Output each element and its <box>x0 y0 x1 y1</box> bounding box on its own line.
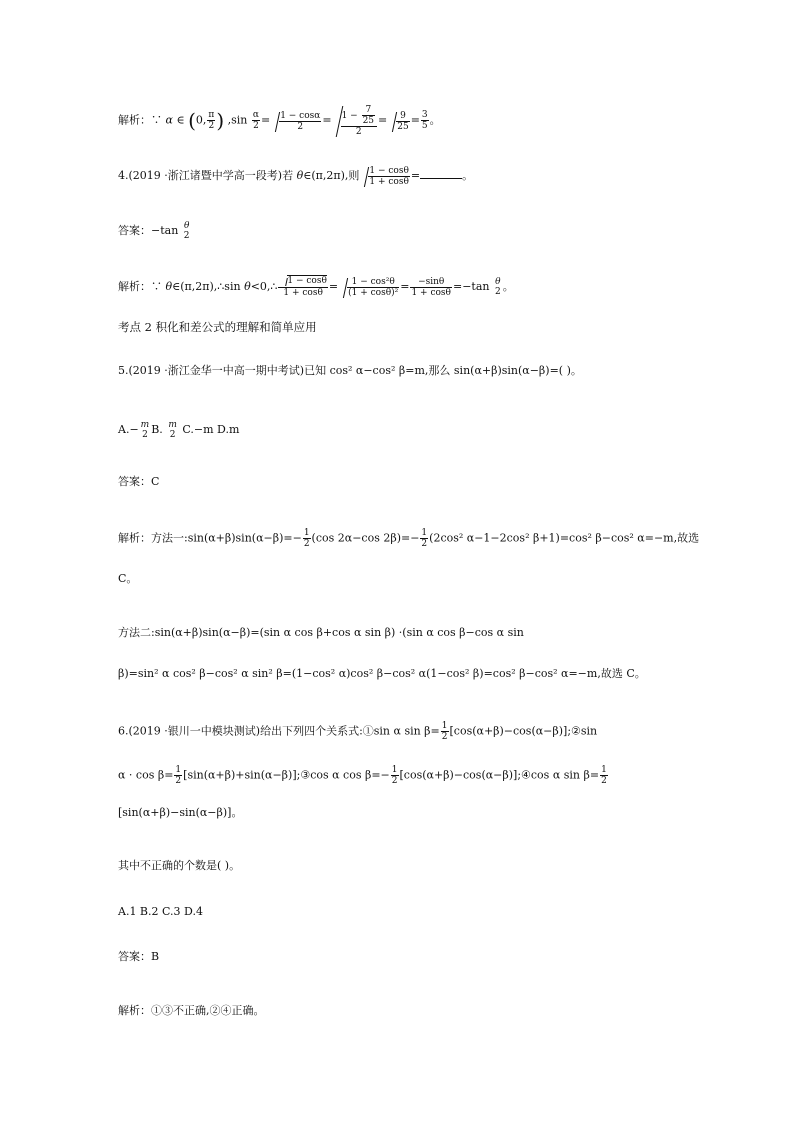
theta-half: θ 2 <box>494 277 501 297</box>
q5-stem <box>118 364 582 378</box>
q5-answer <box>118 475 159 489</box>
alpha-symbol: α <box>165 113 173 127</box>
q6-part-2c: [cos(α+β)−cos(α−β)];④cos α sin β= <box>399 768 600 782</box>
q5-target-expr: sin(α+β)sin(α−β)=( )。 <box>453 364 582 377</box>
equals: = <box>410 169 421 182</box>
interval-start: 0, <box>195 113 207 127</box>
left-paren: ( <box>188 108 196 133</box>
answer-blank <box>420 168 462 179</box>
q6-part-1b: [cos(α+β)−cos(α−β)];②sin <box>449 724 598 738</box>
q6-line2 <box>118 765 609 786</box>
options-c-d: C.−m D.m <box>182 423 240 436</box>
m-half: m 2 <box>168 420 177 440</box>
sqrt-2: 1 − $\frac{7}{25}$ 2 <box>332 104 378 137</box>
q3-analysis <box>118 104 441 137</box>
equals: = <box>452 280 463 293</box>
sin-text: ,sin <box>227 113 248 127</box>
answer-text: C <box>151 475 160 488</box>
one-half: $\frac{1}{2}$ <box>175 765 182 786</box>
sqrt-1: $\frac{1 - \cos\alpha}{2}$ <box>270 110 322 132</box>
q3-analysis-prefix: 解析：∵ <box>118 113 162 127</box>
q4-analysis <box>118 276 514 298</box>
equals: = <box>378 113 388 127</box>
equals: = <box>322 113 332 127</box>
analysis-label: 解析：∵ <box>118 280 162 293</box>
in-symbol: ∈ <box>176 113 185 127</box>
sqrt-expr: $\frac{\text{1 − cos²θ}}{\text{(1 + cosθ)²}}$ <box>338 276 400 298</box>
theta-symbol: θ <box>296 169 304 182</box>
q5-given-expr: cos² α−cos² β=m, <box>329 364 429 377</box>
q4-stem <box>118 165 473 187</box>
q6-options: A.1 B.2 C.3 D.4 <box>118 905 203 918</box>
section-title: 考点 2 积化和差公式的理解和简单应用 <box>118 320 317 334</box>
q4-answer <box>118 221 192 241</box>
q4-stem-prefix: 4.(2019 ·浙江诸暨中学高一段考)若 <box>118 169 294 182</box>
answer-label: 答案： <box>118 475 151 488</box>
equals: = <box>410 113 420 127</box>
q5-stem-text: 5.(2019 ·浙江金华一中高一期中考试)已知 <box>118 364 327 377</box>
q6-answer <box>118 950 159 964</box>
one-half: $\frac{1}{2}$ <box>601 765 607 786</box>
answer-label: 答案： <box>118 950 151 963</box>
one-half: $\frac{1}{2}$ <box>391 765 398 786</box>
q6-part-2b: [sin(α+β)+sin(α−β)];③cos α cos β=− <box>183 768 390 782</box>
neg-sin-frac: $\frac{-\sin\theta}{1 + \cos\theta}$ <box>411 276 451 298</box>
theta-half: θ 2 <box>183 221 190 241</box>
q5-options <box>118 420 239 440</box>
frac-sqrt-over: $\frac{1 - \cos\theta}{1 + \cos\theta}$ <box>278 276 328 298</box>
answer-text: −tan <box>151 224 179 237</box>
three-fifths: $\frac{3}{5}$ <box>421 110 428 131</box>
pi-half-fraction: $\frac{\pi}{2}$ <box>208 110 215 131</box>
q6-analysis: 解析：①③不正确,②④正确。 <box>118 1004 265 1017</box>
equals: = <box>400 280 410 293</box>
analysis-lt0: <0,∴ <box>250 280 278 293</box>
equals: = <box>328 280 339 293</box>
theta-symbol: θ <box>165 280 173 293</box>
method1-part-b: (cos 2α−cos 2β)=− <box>311 531 420 545</box>
q4-sqrt: $\frac{1 - \cos\theta}{1 + \cos\theta}$ <box>359 165 411 187</box>
q4-interval: ∈(π,2π),则 <box>303 169 360 182</box>
m-half: m 2 <box>140 420 150 440</box>
alpha-half-fraction: $\frac{\alpha}{2}$ <box>252 110 259 131</box>
option-a: A.− <box>118 423 139 436</box>
method1-part-a: 解析：方法一:sin(α+β)sin(α−β)=− <box>118 531 302 545</box>
q5-then: 那么 <box>428 364 451 377</box>
q5-method2-line2: β)=sin² α cos² β−cos² α sin² β=(1−cos² α)cos² β−cos² α(1−cos² β)=cos² β−cos² α=−m,故选 C。 <box>118 667 646 680</box>
q6-line3: [sin(α+β)−sin(α−β)]。 <box>118 806 243 819</box>
q5-method2-line1: 方法二:sin(α+β)sin(α−β)=(sin α cos β+cos α sin β) ·(sin α cos β−cos α sin <box>118 626 524 639</box>
analysis-mid: ∈(π,2π),∴sin <box>172 280 241 293</box>
equals: = <box>260 113 271 127</box>
q5-method1-end: C。 <box>118 572 138 585</box>
option-b: B. <box>151 423 163 436</box>
answer-text: B <box>151 950 160 963</box>
q6-part-1a: 6.(2019 ·银川一中模块测试)给出下列四个关系式:①sin α sin β= <box>118 724 440 738</box>
right-paren: ) <box>216 108 225 133</box>
q5-method1 <box>118 528 699 549</box>
theta-symbol: θ <box>244 280 251 293</box>
one-half: $\frac{1}{2}$ <box>303 528 310 549</box>
sqrt-3: $\frac{9}{25}$ <box>387 110 410 132</box>
period: 。 <box>502 280 514 293</box>
neg-tan: −tan <box>462 280 490 293</box>
method1-part-c: (2cos² α−1−2cos² β+1)=cos² β−cos² α=−m,故选 <box>429 531 700 545</box>
period: 。 <box>462 169 474 182</box>
one-half: $\frac{1}{2}$ <box>421 528 428 549</box>
q6-part-2a: α · cos β= <box>118 768 174 782</box>
q6-question: 其中不正确的个数是( )。 <box>118 859 241 872</box>
q6-line1 <box>118 721 597 742</box>
period: 。 <box>429 113 441 127</box>
answer-label: 答案： <box>118 224 151 237</box>
one-half: $\frac{1}{2}$ <box>441 721 448 742</box>
